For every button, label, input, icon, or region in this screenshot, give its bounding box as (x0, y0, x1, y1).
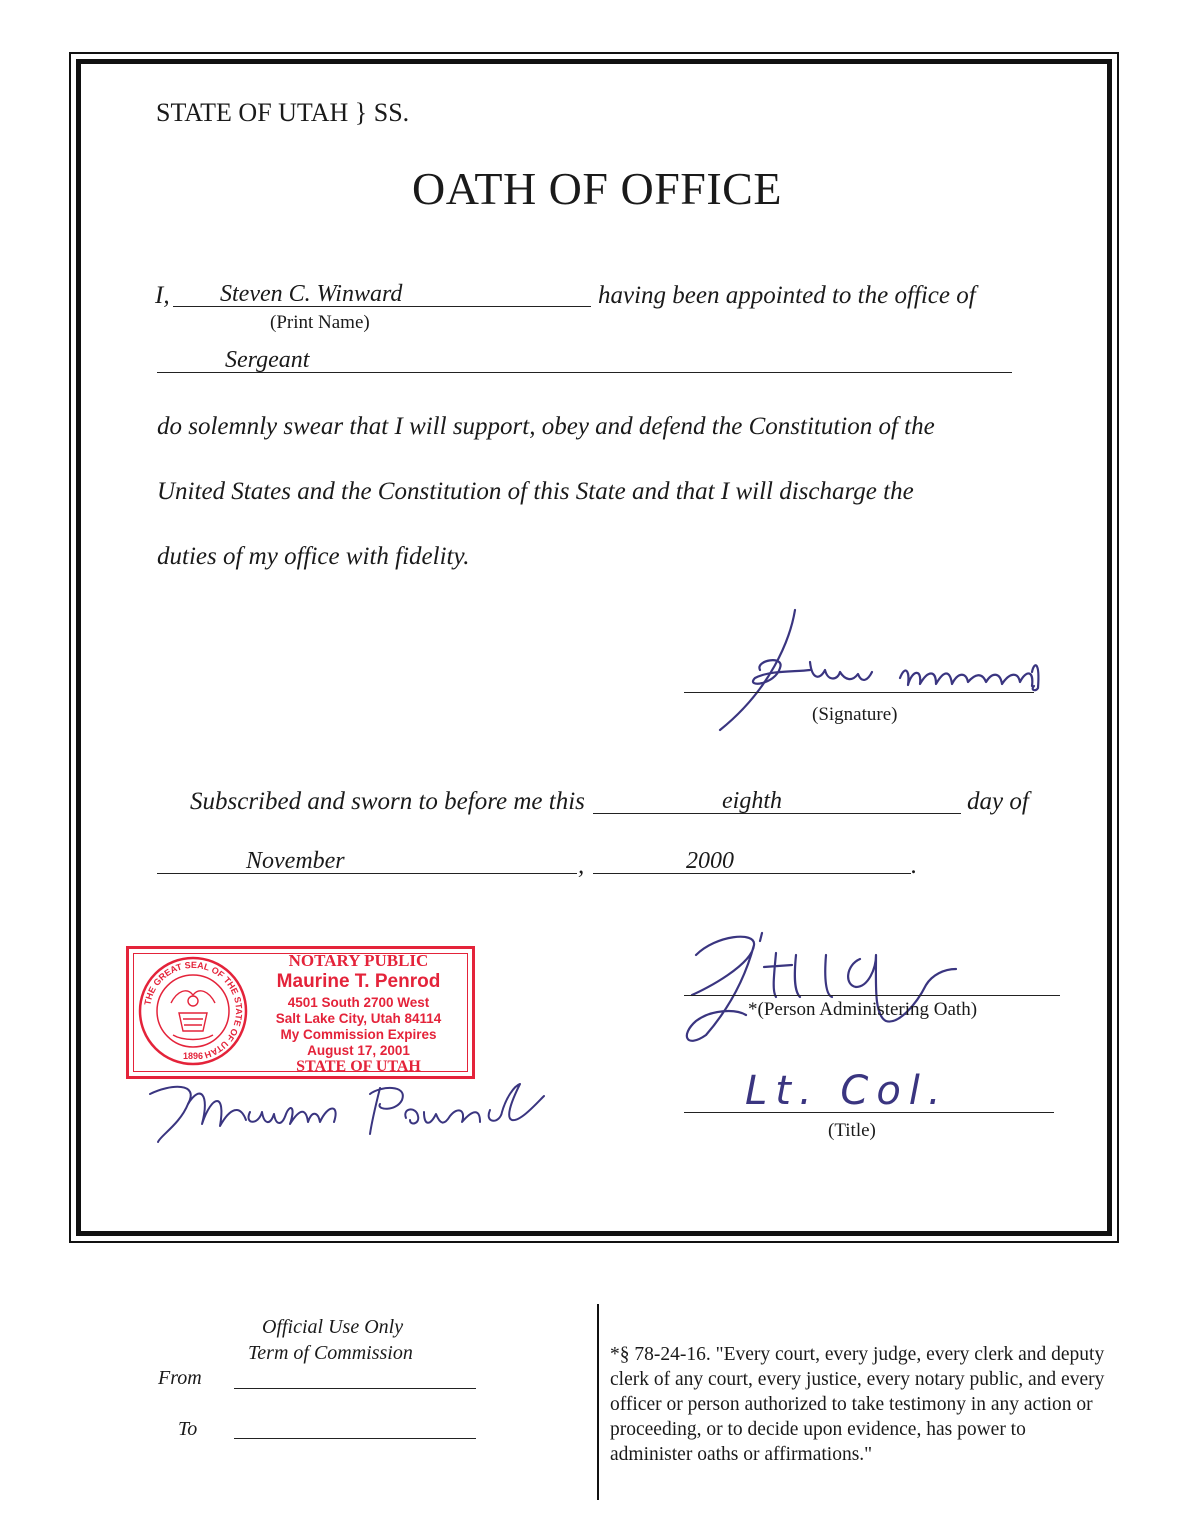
notary-expires: August 17, 2001 (307, 1043, 410, 1058)
from-line (234, 1388, 476, 1389)
notary-state: STATE OF UTAH (296, 1058, 421, 1075)
sworn-text: Subscribed and sworn to before me this (190, 788, 585, 815)
notary-commission: My Commission Expires (280, 1027, 437, 1042)
notary-name: Maurine T. Penrod (276, 971, 441, 992)
printed-name: Steven C. Winward (220, 281, 403, 307)
from-label: From (158, 1367, 202, 1389)
term-of-commission: Term of Commission (248, 1342, 413, 1364)
oath-line-3: duties of my office with fidelity. (157, 543, 470, 570)
footer-divider (597, 1304, 599, 1500)
date-period: . (911, 852, 918, 879)
official-use-heading: Official Use Only (262, 1316, 404, 1338)
notary-address-2: Salt Lake City, Utah 84114 (275, 1011, 442, 1026)
seal-year: 1896 (182, 1051, 204, 1061)
administrator-line (684, 995, 1060, 996)
statute-text: *§ 78-24-16. "Every court, every judge, every clerk and deputy clerk of any court, every justice, every notary public, and every officer or person authorized to take testimony in any action or proceeding, or to decide upon evidence, has power to administer oaths or affirmations." (610, 1344, 1105, 1465)
day-value: eighth (722, 788, 782, 814)
title-line (684, 1112, 1054, 1113)
day-of-text: day of (967, 788, 1029, 815)
oath-prefix: I, (155, 282, 170, 309)
oath-line-1: do solemnly swear that I will support, obey and defend the Constitution of the (157, 413, 935, 440)
month-line (157, 873, 577, 874)
state-seal-icon (137, 955, 249, 1067)
appointed-text: having been appointed to the office of (598, 282, 976, 309)
title-caption: (Title) (828, 1120, 876, 1141)
notary-heading: NOTARY PUBLIC (288, 951, 429, 970)
year-value: 2000 (686, 848, 734, 874)
to-line (234, 1438, 476, 1439)
notary-signature (140, 1064, 560, 1154)
month-value: November (246, 848, 345, 874)
notary-address-1: 4501 South 2700 West (287, 995, 430, 1010)
state-heading: STATE OF UTAH } SS. (156, 98, 410, 127)
signature-line (684, 692, 1034, 693)
notary-stamp (126, 946, 475, 1079)
year-line (593, 873, 911, 874)
name-caption: (Print Name) (270, 312, 370, 333)
signature-caption: (Signature) (812, 704, 898, 725)
seal-ring-text: THE GREAT SEAL OF THE STATE OF UTAH (142, 959, 245, 1061)
document-title: OATH OF OFFICE (412, 163, 782, 214)
handwritten-title: Lt. Col. (745, 1068, 949, 1114)
to-label: To (178, 1418, 198, 1440)
office-title: Sergeant (225, 347, 310, 373)
oath-line-2: United States and the Constitution of this State and that I will discharge the (157, 478, 914, 505)
administrator-signature (676, 925, 976, 1050)
administrator-caption: *(Person Administering Oath) (748, 999, 978, 1020)
date-comma: , (578, 852, 585, 879)
